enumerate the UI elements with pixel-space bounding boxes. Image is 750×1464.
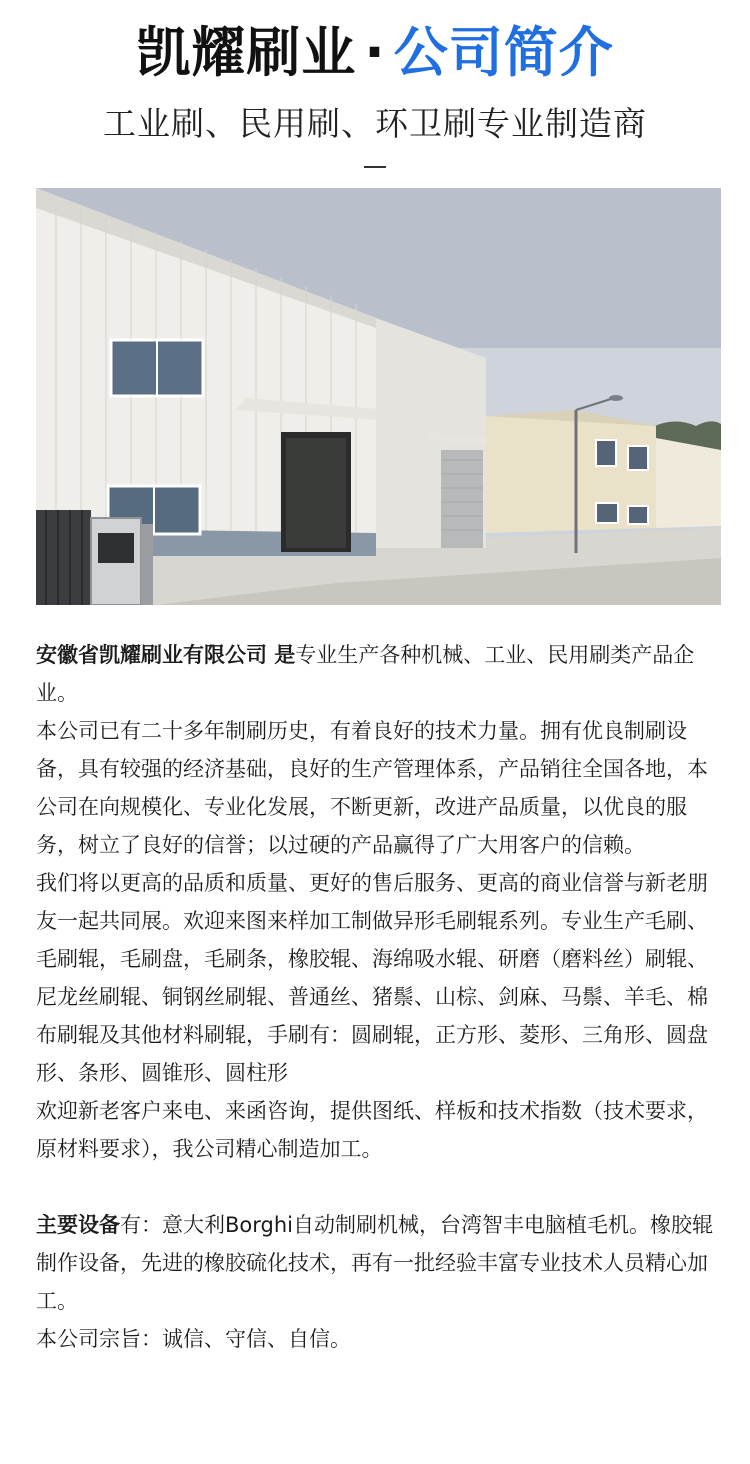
tenet-paragraph: 本公司宗旨：诚信、守信、自信。 (36, 1327, 351, 1351)
equipment-paragraph (36, 1206, 716, 1320)
section-name: 公司简介 (393, 21, 614, 84)
history-paragraph: 本公司已有二十多年制刷历史，有着良好的技术力量。拥有优良制刷设备，具有较强的经济基础，良好的生产管理体系，产品销往全国各地，本公司在向规模化、专业化发展，不断更新，改进产品质量，以优良的服务，树立了良好的信誉；以过硬的产品赢得了广大用客户的信赖。 (36, 719, 708, 857)
equipment-label: 主要设备 (36, 1213, 120, 1237)
equipment-text: 有：意大利Borghi自动制刷机械，台湾智丰电脑植毛机。橡胶辊制作设备，先进的橡胶硫化技术，再有一批经验丰富专业技术人员精心加工。 (36, 1213, 713, 1313)
page-subtitle: 工业刷、民用刷、环卫刷专业制造商 (103, 104, 647, 143)
title-divider (364, 166, 386, 168)
contact-paragraph: 欢迎新老客户来电、来函咨询，提供图纸、样板和技术指数（技术要求，原材料要求），我公司精心制造加工。 (36, 1099, 708, 1161)
company-name: 安徽省凯耀刷业有限公司 是 (36, 643, 296, 667)
page-title (0, 18, 750, 88)
company-description (36, 636, 716, 1358)
paragraph-gap (36, 1168, 716, 1206)
brand-name: 凯耀刷业 (136, 21, 357, 84)
intro-text: 专业生产各种机械、工业、民用刷类产品企业。 (36, 643, 695, 705)
page-header (0, 0, 750, 168)
title-separator: · (364, 21, 386, 84)
intro-paragraph (36, 636, 716, 712)
factory-building-photo (36, 188, 721, 605)
products-paragraph: 我们将以更高的品质和质量、更好的售后服务、更高的商业信誉与新老朋友一起共同展。欢迎来图来样加工制做异形毛刷辊系列。专业生产毛刷、毛刷辊，毛刷盘，毛刷条，橡胶辊、海绵吸水辊、研磨（磨料丝）刷辊、尼龙丝刷辊、铜钢丝刷辊、普通丝、猪鬃、山棕、剑麻、马鬃、羊毛、棉布刷辊及其他材料刷辊，手刷有：圆刷辊，正方形、菱形、三角形、圆盘形、条形、圆锥形、圆柱形 (36, 871, 708, 1085)
